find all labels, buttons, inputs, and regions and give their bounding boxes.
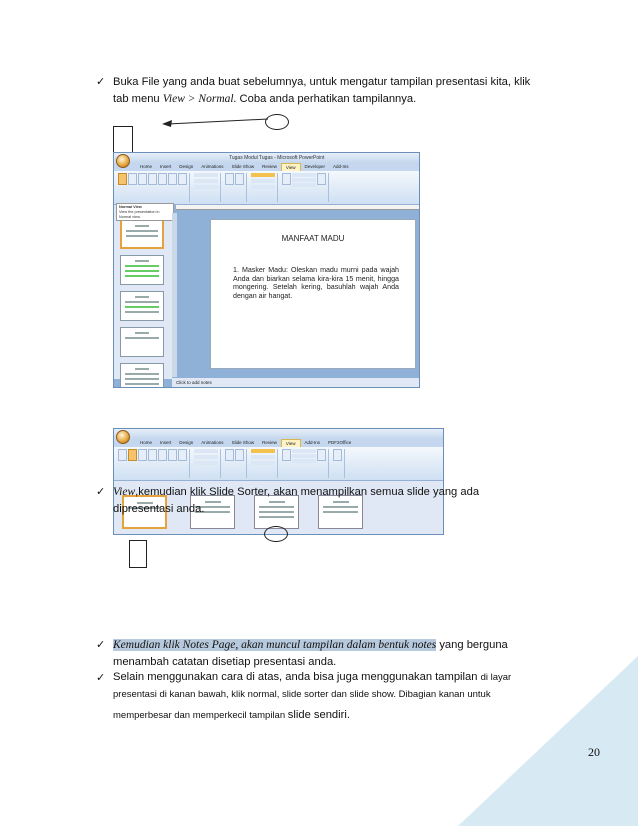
ribbon-tab[interactable]: Slide Show <box>231 164 255 169</box>
ribbon-tab[interactable]: Design <box>179 164 194 169</box>
instruction-normal-view <box>96 74 563 108</box>
office-button-icon <box>116 154 130 168</box>
ribbon-tab[interactable]: Developer <box>304 164 326 169</box>
gridlines-checkbox[interactable] <box>194 455 218 459</box>
slide-show-button[interactable] <box>148 173 157 185</box>
ribbon-tab[interactable]: View <box>281 439 301 447</box>
zoom-button[interactable] <box>225 449 234 461</box>
color-grayscale-group <box>249 449 278 478</box>
grayscale-button[interactable] <box>251 179 275 183</box>
checkmark-icon: ✓ <box>96 76 106 88</box>
show-hide-group <box>192 173 221 202</box>
slide-sorter-button[interactable] <box>128 449 137 461</box>
instruction-slide-sorter <box>96 484 513 518</box>
pure-black-white-button[interactable] <box>251 185 275 189</box>
checkmark-icon: ✓ <box>96 486 106 498</box>
notes-page-button[interactable] <box>138 449 147 461</box>
ribbon <box>114 447 443 481</box>
new-window-button[interactable] <box>282 173 291 185</box>
slide-canvas[interactable] <box>210 219 416 369</box>
checkmark-icon: ✓ <box>96 672 106 684</box>
new-window-button[interactable] <box>282 449 291 461</box>
notes-page-button[interactable] <box>138 173 147 185</box>
cascade-button[interactable] <box>292 454 316 458</box>
slide-thumbnail[interactable] <box>120 255 164 285</box>
macros-button[interactable] <box>333 449 342 461</box>
ribbon-tab[interactable]: Animations <box>201 440 224 445</box>
slide-master-button[interactable] <box>158 173 167 185</box>
color-button[interactable] <box>251 449 275 453</box>
normal-view-button[interactable] <box>118 449 127 461</box>
gridlines-checkbox[interactable] <box>194 179 218 183</box>
p4-line2: presentasi di kanan bawah, klik normal, slide sorter dan slide show. Dibagian kanan untuk <box>113 689 491 700</box>
presentation-views-group <box>116 449 190 478</box>
fit-window-button[interactable] <box>235 449 244 461</box>
slide-master-button[interactable] <box>158 449 167 461</box>
window-title: Tugas Modul Tugas - Microsoft PowerPoint <box>114 153 419 163</box>
slide-thumbnail[interactable] <box>120 219 164 249</box>
p4-line1: Selain menggunakan cara di atas, anda bisa juga menggunakan tampilan di layar <box>113 671 512 683</box>
notes-master-button[interactable] <box>178 449 187 461</box>
ribbon-tab[interactable]: Review <box>262 440 277 445</box>
move-split-button[interactable] <box>292 459 316 463</box>
ribbon-tab[interactable]: Add-Ins <box>333 164 349 169</box>
ribbon-tabs <box>114 439 443 447</box>
zoom-button[interactable] <box>225 173 234 185</box>
ribbon-tab[interactable]: Review <box>262 164 277 169</box>
handout-master-button[interactable] <box>168 173 177 185</box>
show-hide-group <box>192 449 221 478</box>
instruction-notes-page <box>96 637 573 671</box>
ribbon-tab[interactable]: Design <box>179 440 194 445</box>
horizontal-ruler <box>176 205 419 210</box>
ribbon-tab[interactable]: PDF2Office <box>328 440 352 445</box>
p1-line1: Buka File yang anda buat sebelumnya, untuk mengatur tampilan presentasi kita, klik <box>113 76 531 88</box>
window-group <box>280 449 329 478</box>
notes-master-button[interactable] <box>178 173 187 185</box>
message-bar-checkbox[interactable] <box>194 185 218 189</box>
ribbon-tab[interactable]: Add-Ins <box>304 440 321 445</box>
ribbon-tabs <box>114 163 419 171</box>
screenshot-normal-view <box>113 152 420 388</box>
arrow-icon <box>150 112 280 132</box>
pure-black-white-button[interactable] <box>251 461 275 465</box>
p3-line2: menambah catatan disetiap presentasi anda. <box>113 656 337 668</box>
slide-thumbnail[interactable] <box>120 363 164 388</box>
ribbon-tab[interactable]: Insert <box>160 440 172 445</box>
zoom-group <box>223 449 247 478</box>
p4-line3: memperbesar dan memperkecil tampilan slide sendiri. <box>113 709 350 721</box>
ribbon-tab[interactable]: Slide Show <box>231 440 255 445</box>
office-button-icon <box>116 430 130 444</box>
p3-line1: Kemudian klik Notes Page, akan muncul tampilan dalam bentuk notes yang berguna <box>113 639 508 651</box>
ruler-checkbox[interactable] <box>194 449 218 453</box>
color-button[interactable] <box>251 173 275 177</box>
annotation-oval <box>265 114 289 130</box>
thumbnail-scrollbar[interactable] <box>172 213 177 377</box>
cascade-button[interactable] <box>292 178 316 182</box>
slide-body-text: 1. Masker Madu: Oleskan madu murni pada wajah Anda dan biarkan selama kira-kira 15 menit, hingga mongering. Setelah kering, basuhlah wajah Anda dengan air hangat. <box>233 266 399 300</box>
p2-line1: View,kemudian klik Slide Sorter, akan menampilkan semua slide yang ada <box>113 486 480 498</box>
slide-sorter-button[interactable] <box>128 173 137 185</box>
p1-line2: tab menu View > Normal. Coba anda perhatikan tampilannya. <box>113 93 417 105</box>
presentation-views-group <box>116 173 190 202</box>
arrange-all-button[interactable] <box>292 173 316 177</box>
macros-group <box>331 449 345 478</box>
slide-thumbnail[interactable] <box>120 327 164 357</box>
ribbon-tab[interactable]: Animations <box>201 164 224 169</box>
p2-line2: dipresentasi anda. <box>113 503 205 515</box>
switch-windows-button[interactable] <box>317 173 326 185</box>
slide-thumbnail[interactable] <box>120 291 164 321</box>
notes-pane[interactable]: Click to add notes <box>172 378 419 387</box>
handout-master-button[interactable] <box>168 449 177 461</box>
window-title-bar <box>114 429 443 439</box>
move-split-button[interactable] <box>292 183 316 187</box>
zoom-group <box>223 173 247 202</box>
ribbon <box>114 171 419 205</box>
page-number: 20 <box>588 745 600 759</box>
color-grayscale-group <box>249 173 278 202</box>
switch-windows-button[interactable] <box>317 449 326 461</box>
message-bar-checkbox[interactable] <box>194 461 218 465</box>
instruction-other-views <box>96 670 573 726</box>
ribbon-tab[interactable]: Home <box>140 164 153 169</box>
slide-thumbnails <box>114 205 172 379</box>
fit-window-button[interactable] <box>235 173 244 185</box>
slide-title: MANFAAT MADU <box>281 234 345 243</box>
annotation-box <box>129 540 147 568</box>
screenshot-slide-sorter <box>113 428 444 535</box>
normal-view-button[interactable] <box>118 173 127 185</box>
checkmark-icon: ✓ <box>96 639 106 651</box>
window-group <box>280 173 329 202</box>
ruler-checkbox[interactable] <box>194 173 218 177</box>
annotation-oval <box>264 526 288 542</box>
slide-show-button[interactable] <box>148 449 157 461</box>
ribbon-tab[interactable]: View <box>281 163 301 171</box>
ribbon-tab[interactable]: Home <box>140 440 153 445</box>
grayscale-button[interactable] <box>251 455 275 459</box>
normal-view-tooltip: Normal View View the presentation in Normal view. <box>116 203 174 221</box>
arrange-all-button[interactable] <box>292 449 316 453</box>
ribbon-tab[interactable]: Insert <box>160 164 172 169</box>
